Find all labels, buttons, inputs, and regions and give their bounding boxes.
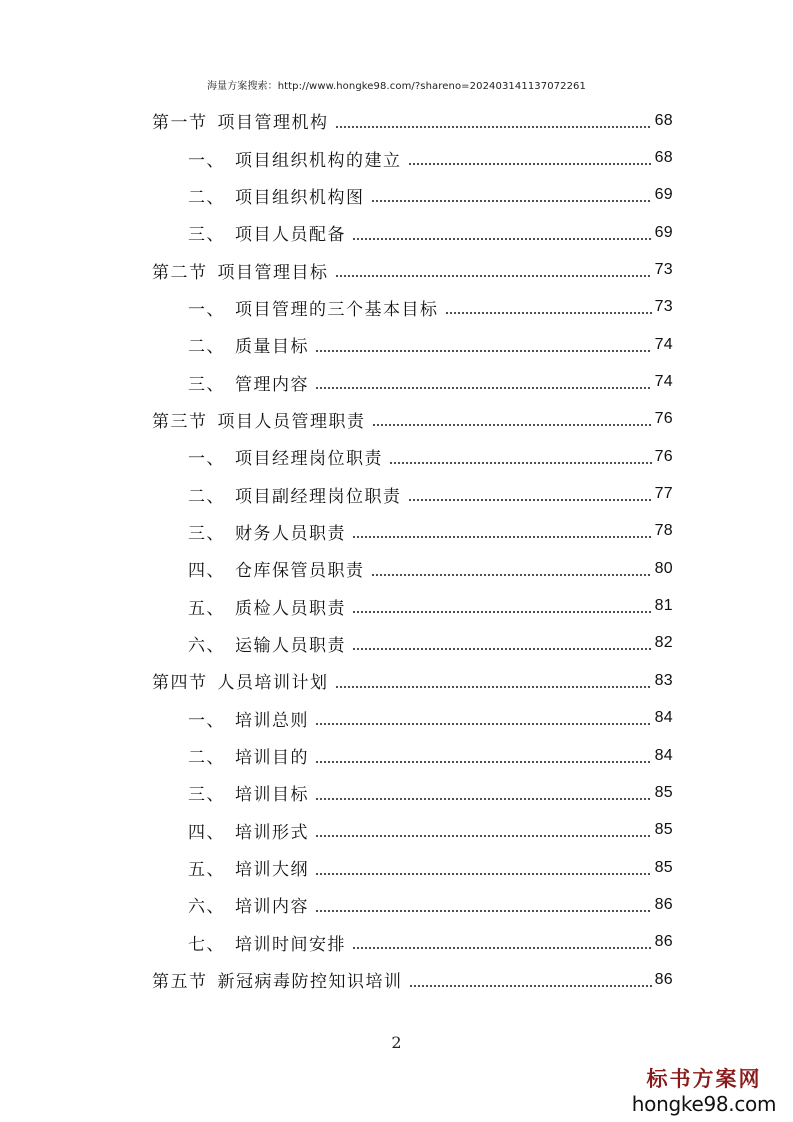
toc-entry-title: 项目组织机构的建立 xyxy=(235,150,402,171)
toc-dot-leader xyxy=(389,461,652,465)
toc-entry-marker: 第四节 xyxy=(152,673,208,694)
toc-entry-title: 质检人员职责 xyxy=(235,598,346,619)
toc-subsection-entry[interactable] xyxy=(152,513,673,550)
toc-entry-marker: 一、 xyxy=(188,299,225,320)
toc-subsection-entry[interactable] xyxy=(152,700,673,737)
toc-subsection-entry[interactable] xyxy=(152,774,673,811)
toc-entry-title: 培训内容 xyxy=(235,897,309,918)
toc-entry-label xyxy=(188,556,365,581)
toc-dot-leader xyxy=(315,349,652,353)
toc-entry-title: 培训目的 xyxy=(235,748,309,769)
toc-section-entry[interactable] xyxy=(152,662,673,699)
toc-entry-label xyxy=(188,818,309,843)
toc-entry-label xyxy=(152,668,329,693)
watermark-logo xyxy=(629,1066,779,1116)
toc-dot-leader xyxy=(315,797,652,801)
toc-entry-page: 74 xyxy=(654,373,673,391)
toc-entry-page: 81 xyxy=(654,597,673,615)
toc-entry-page: 84 xyxy=(654,709,673,727)
toc-subsection-entry[interactable] xyxy=(152,363,673,400)
toc-entry-label xyxy=(152,407,366,432)
toc-entry-page: 76 xyxy=(654,410,673,428)
toc-subsection-entry[interactable] xyxy=(152,849,673,886)
toc-entry-marker: 第二节 xyxy=(152,262,208,283)
toc-dot-leader xyxy=(408,162,652,166)
toc-dot-leader xyxy=(315,386,652,390)
toc-dot-leader xyxy=(409,984,652,988)
toc-entry-title: 质量目标 xyxy=(235,337,309,358)
toc-entry-title: 项目管理机构 xyxy=(217,113,329,134)
toc-section-entry[interactable] xyxy=(152,401,673,438)
toc-subsection-entry[interactable] xyxy=(152,214,673,251)
toc-subsection-entry[interactable] xyxy=(152,812,673,849)
toc-dot-leader xyxy=(315,722,652,726)
toc-entry-marker: 六、 xyxy=(188,635,225,656)
toc-entry-label xyxy=(188,855,309,880)
toc-entry-marker: 二、 xyxy=(188,486,225,507)
toc-entry-page: 85 xyxy=(654,821,673,839)
toc-entry-marker: 三、 xyxy=(188,523,225,544)
toc-dot-leader xyxy=(335,274,652,278)
toc-subsection-entry[interactable] xyxy=(152,625,673,662)
toc-subsection-entry[interactable] xyxy=(152,475,673,512)
toc-dot-leader xyxy=(371,573,652,577)
toc-entry-marker: 四、 xyxy=(188,561,225,582)
toc-entry-page: 77 xyxy=(654,485,673,503)
table-of-contents xyxy=(152,102,673,998)
toc-subsection-entry[interactable] xyxy=(152,924,673,961)
toc-entry-page: 83 xyxy=(654,671,673,689)
toc-entry-label xyxy=(188,706,309,731)
toc-entry-title: 项目管理的三个基本目标 xyxy=(235,299,439,320)
toc-entry-title: 管理内容 xyxy=(235,374,309,395)
toc-entry-page: 68 xyxy=(654,149,673,167)
toc-entry-label xyxy=(152,258,329,283)
toc-entry-marker: 二、 xyxy=(188,337,225,358)
toc-dot-leader xyxy=(408,498,652,502)
toc-entry-marker: 第一节 xyxy=(152,113,208,134)
page-number: 2 xyxy=(391,1033,402,1052)
toc-dot-leader xyxy=(335,685,652,689)
toc-dot-leader xyxy=(352,610,652,614)
toc-entry-marker: 第五节 xyxy=(152,972,208,993)
toc-entry-page: 82 xyxy=(654,634,673,652)
header-share-link[interactable]: 海量方案搜索：http://www.hongke98.com/?shareno=202403141137072261 xyxy=(207,81,586,92)
toc-entry-marker: 五、 xyxy=(188,598,225,619)
toc-subsection-entry[interactable] xyxy=(152,139,673,176)
toc-entry-marker: 三、 xyxy=(188,225,225,246)
toc-dot-leader xyxy=(315,909,652,913)
toc-dot-leader xyxy=(352,535,652,539)
toc-entry-label xyxy=(188,631,346,656)
toc-entry-title: 新冠病毒防控知识培训 xyxy=(217,972,403,993)
toc-entry-marker: 二、 xyxy=(188,187,225,208)
toc-dot-leader xyxy=(315,834,652,838)
toc-entry-marker: 七、 xyxy=(188,934,225,955)
toc-entry-page: 86 xyxy=(654,933,673,951)
toc-subsection-entry[interactable] xyxy=(152,289,673,326)
toc-subsection-entry[interactable] xyxy=(152,177,673,214)
toc-dot-leader xyxy=(335,125,652,129)
watermark-domain: hongke98.com xyxy=(631,1092,777,1116)
toc-subsection-entry[interactable] xyxy=(152,438,673,475)
toc-entry-page: 84 xyxy=(654,746,673,764)
toc-entry-page: 74 xyxy=(654,335,673,353)
toc-dot-leader xyxy=(372,423,652,427)
toc-entry-marker: 一、 xyxy=(188,150,225,171)
toc-entry-label xyxy=(152,967,403,992)
toc-entry-marker: 一、 xyxy=(188,449,225,470)
toc-subsection-entry[interactable] xyxy=(152,886,673,923)
toc-entry-title: 培训时间安排 xyxy=(235,934,346,955)
toc-entry-title: 项目经理岗位职责 xyxy=(235,449,383,470)
toc-entry-title: 项目组织机构图 xyxy=(235,187,365,208)
toc-entry-page: 68 xyxy=(654,111,673,129)
toc-entry-label xyxy=(188,370,309,395)
toc-entry-label xyxy=(188,780,309,805)
toc-entry-marker: 二、 xyxy=(188,748,225,769)
toc-entry-page: 76 xyxy=(654,447,673,465)
toc-entry-page: 69 xyxy=(654,186,673,204)
toc-entry-title: 财务人员职责 xyxy=(235,523,346,544)
toc-entry-title: 培训大纲 xyxy=(235,860,309,881)
toc-entry-label xyxy=(188,930,346,955)
toc-entry-marker: 第三节 xyxy=(152,411,208,432)
toc-subsection-entry[interactable] xyxy=(152,587,673,624)
toc-dot-leader xyxy=(352,647,652,651)
toc-entry-title: 培训形式 xyxy=(235,822,309,843)
toc-entry-page: 86 xyxy=(654,895,673,913)
watermark-title: 标书方案网 xyxy=(646,1066,762,1091)
toc-entry-marker: 一、 xyxy=(188,710,225,731)
toc-subsection-entry[interactable] xyxy=(152,737,673,774)
toc-entry-page: 69 xyxy=(654,223,673,241)
toc-entry-marker: 五、 xyxy=(188,860,225,881)
toc-subsection-entry[interactable] xyxy=(152,550,673,587)
toc-entry-label xyxy=(188,594,346,619)
toc-entry-title: 人员培训计划 xyxy=(217,673,329,694)
toc-entry-page: 85 xyxy=(654,783,673,801)
toc-entry-label xyxy=(188,444,383,469)
toc-entry-label xyxy=(188,295,439,320)
toc-entry-label xyxy=(188,183,365,208)
toc-section-entry[interactable] xyxy=(152,102,673,139)
toc-entry-title: 培训目标 xyxy=(235,785,309,806)
toc-entry-page: 80 xyxy=(654,559,673,577)
toc-entry-label xyxy=(188,332,309,357)
toc-entry-title: 仓库保管员职责 xyxy=(235,561,365,582)
toc-entry-page: 78 xyxy=(654,522,673,540)
toc-entry-marker: 三、 xyxy=(188,785,225,806)
toc-entry-marker: 四、 xyxy=(188,822,225,843)
toc-dot-leader xyxy=(352,237,652,241)
toc-dot-leader xyxy=(315,872,652,876)
toc-entry-label xyxy=(188,892,309,917)
toc-entry-label xyxy=(188,220,346,245)
toc-entry-marker: 六、 xyxy=(188,897,225,918)
toc-entry-label xyxy=(188,482,402,507)
toc-entry-page: 73 xyxy=(654,261,673,279)
toc-entry-label xyxy=(188,519,346,544)
toc-entry-marker: 三、 xyxy=(188,374,225,395)
toc-subsection-entry[interactable] xyxy=(152,326,673,363)
toc-dot-leader xyxy=(352,946,652,950)
toc-entry-title: 项目人员管理职责 xyxy=(217,411,366,432)
toc-section-entry[interactable] xyxy=(152,251,673,288)
toc-entry-page: 85 xyxy=(654,858,673,876)
toc-dot-leader xyxy=(315,760,652,764)
toc-entry-label xyxy=(188,146,402,171)
toc-entry-label xyxy=(152,108,329,133)
toc-entry-page: 86 xyxy=(654,970,673,988)
toc-entry-title: 项目管理目标 xyxy=(217,262,329,283)
toc-entry-title: 培训总则 xyxy=(235,710,309,731)
toc-entry-title: 项目副经理岗位职责 xyxy=(235,486,402,507)
toc-dot-leader xyxy=(371,199,652,203)
toc-dot-leader xyxy=(445,311,652,315)
toc-entry-title: 项目人员配备 xyxy=(235,225,346,246)
toc-entry-label xyxy=(188,743,309,768)
toc-entry-page: 73 xyxy=(654,298,673,316)
toc-section-entry[interactable] xyxy=(152,961,673,998)
toc-entry-title: 运输人员职责 xyxy=(235,635,346,656)
